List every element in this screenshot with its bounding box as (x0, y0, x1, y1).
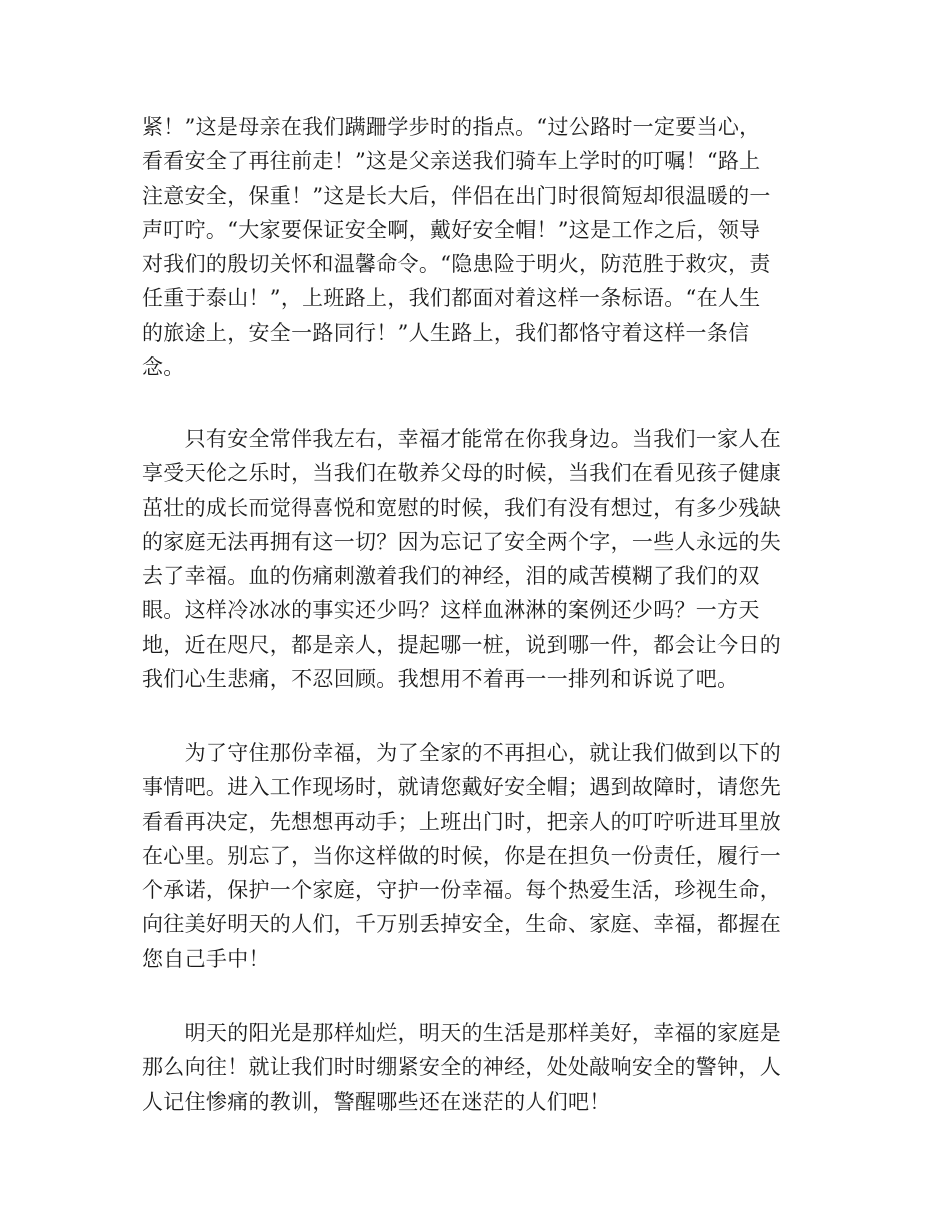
paragraph-line: 声叮咛。“大家要保证安全啊，戴好安全帽！”这是工作之后，领导 (142, 217, 761, 242)
paragraph-line: 那么向往！就让我们时时绷紧安全的神经，处处敲响安全的警钟，人 (142, 1055, 781, 1080)
paragraph-line: 念。 (142, 355, 185, 380)
paragraph-line: 看看再决定，先想想再动手；上班出门时，把亲人的叮咛听进耳里放 (142, 809, 781, 834)
paragraph-line: 的家庭无法再拥有这一切？因为忘记了安全两个字，一些人永远的失 (142, 529, 781, 554)
paragraph-line: 对我们的殷切关怀和温馨命令。“隐患险于明火，防范胜于救灾，责 (142, 252, 771, 277)
paragraph-line: 茁壮的成长而觉得喜悦和宽慰的时候，我们有没有想过，有多少残缺 (142, 495, 781, 520)
paragraph-line: 在心里。别忘了，当你这样做的时候，你是在担负一份责任，履行一 (142, 843, 781, 868)
paragraph-line: 向往美好明天的人们，千万别丢掉安全，生命、家庭、幸福，都握在 (142, 912, 781, 937)
paragraph-line: 眼。这样冷冰冰的事实还少吗？这样血淋淋的案例还少吗？一方天 (142, 598, 760, 623)
paragraph-line: 注意安全，保重！”这是长大后，伴侣在出门时很简短却很温暖的一 (142, 183, 771, 208)
paragraph-line: 任重于泰山！”，上班路上，我们都面对着这样一条标语。“在人生 (142, 286, 761, 311)
paragraph-line: 您自己手中！ (142, 946, 270, 971)
paragraph-2 (142, 422, 812, 696)
paragraph-line: 个承诺，保护一个家庭，守护一份幸福。每个热爱生活，珍视生命， (142, 878, 781, 903)
paragraph-line: 看看安全了再往前走！”这是父亲送我们骑车上学时的叮嘱！“路上 (142, 149, 761, 174)
paragraph-line: 事情吧。进入工作现场时，就请您戴好安全帽；遇到故障时，请您先 (142, 775, 781, 800)
paragraph-line: 去了幸福。血的伤痛刺激着我们的神经，泪的咸苦模糊了我们的双 (142, 564, 760, 589)
paragraph-line: 紧！”这是母亲在我们蹒跚学步时的指点。“过公路时一定要当心， (142, 115, 761, 139)
paragraph-line: 我们心生悲痛，不忍回顾。我想用不着再一一排列和诉说了吧。 (142, 667, 739, 692)
paragraph-line: 享受天伦之乐时，当我们在敬养父母的时候，当我们在看见孩子健康 (142, 461, 781, 486)
paragraph-4 (142, 1016, 812, 1119)
paragraph-line: 只有安全常伴我左右，幸福才能常在你我身边。当我们一家人在 (142, 427, 781, 451)
paragraph-1 (142, 110, 812, 384)
paragraph-line: 明天的阳光是那样灿烂，明天的生活是那样美好，幸福的家庭是 (142, 1021, 781, 1045)
paragraph-line: 的旅途上，安全一路同行！”人生路上，我们都恪守着这样一条信 (142, 320, 750, 345)
paragraph-line: 地，近在咫尺，都是亲人，提起哪一桩，说到哪一件，都会让今日的 (142, 632, 781, 657)
paragraph-3 (142, 736, 812, 976)
paragraph-line: 为了守住那份幸福，为了全家的不再担心，就让我们做到以下的 (142, 741, 781, 765)
paragraph-line: 人记住惨痛的教训，警醒哪些还在迷茫的人们吧！ (142, 1089, 611, 1114)
